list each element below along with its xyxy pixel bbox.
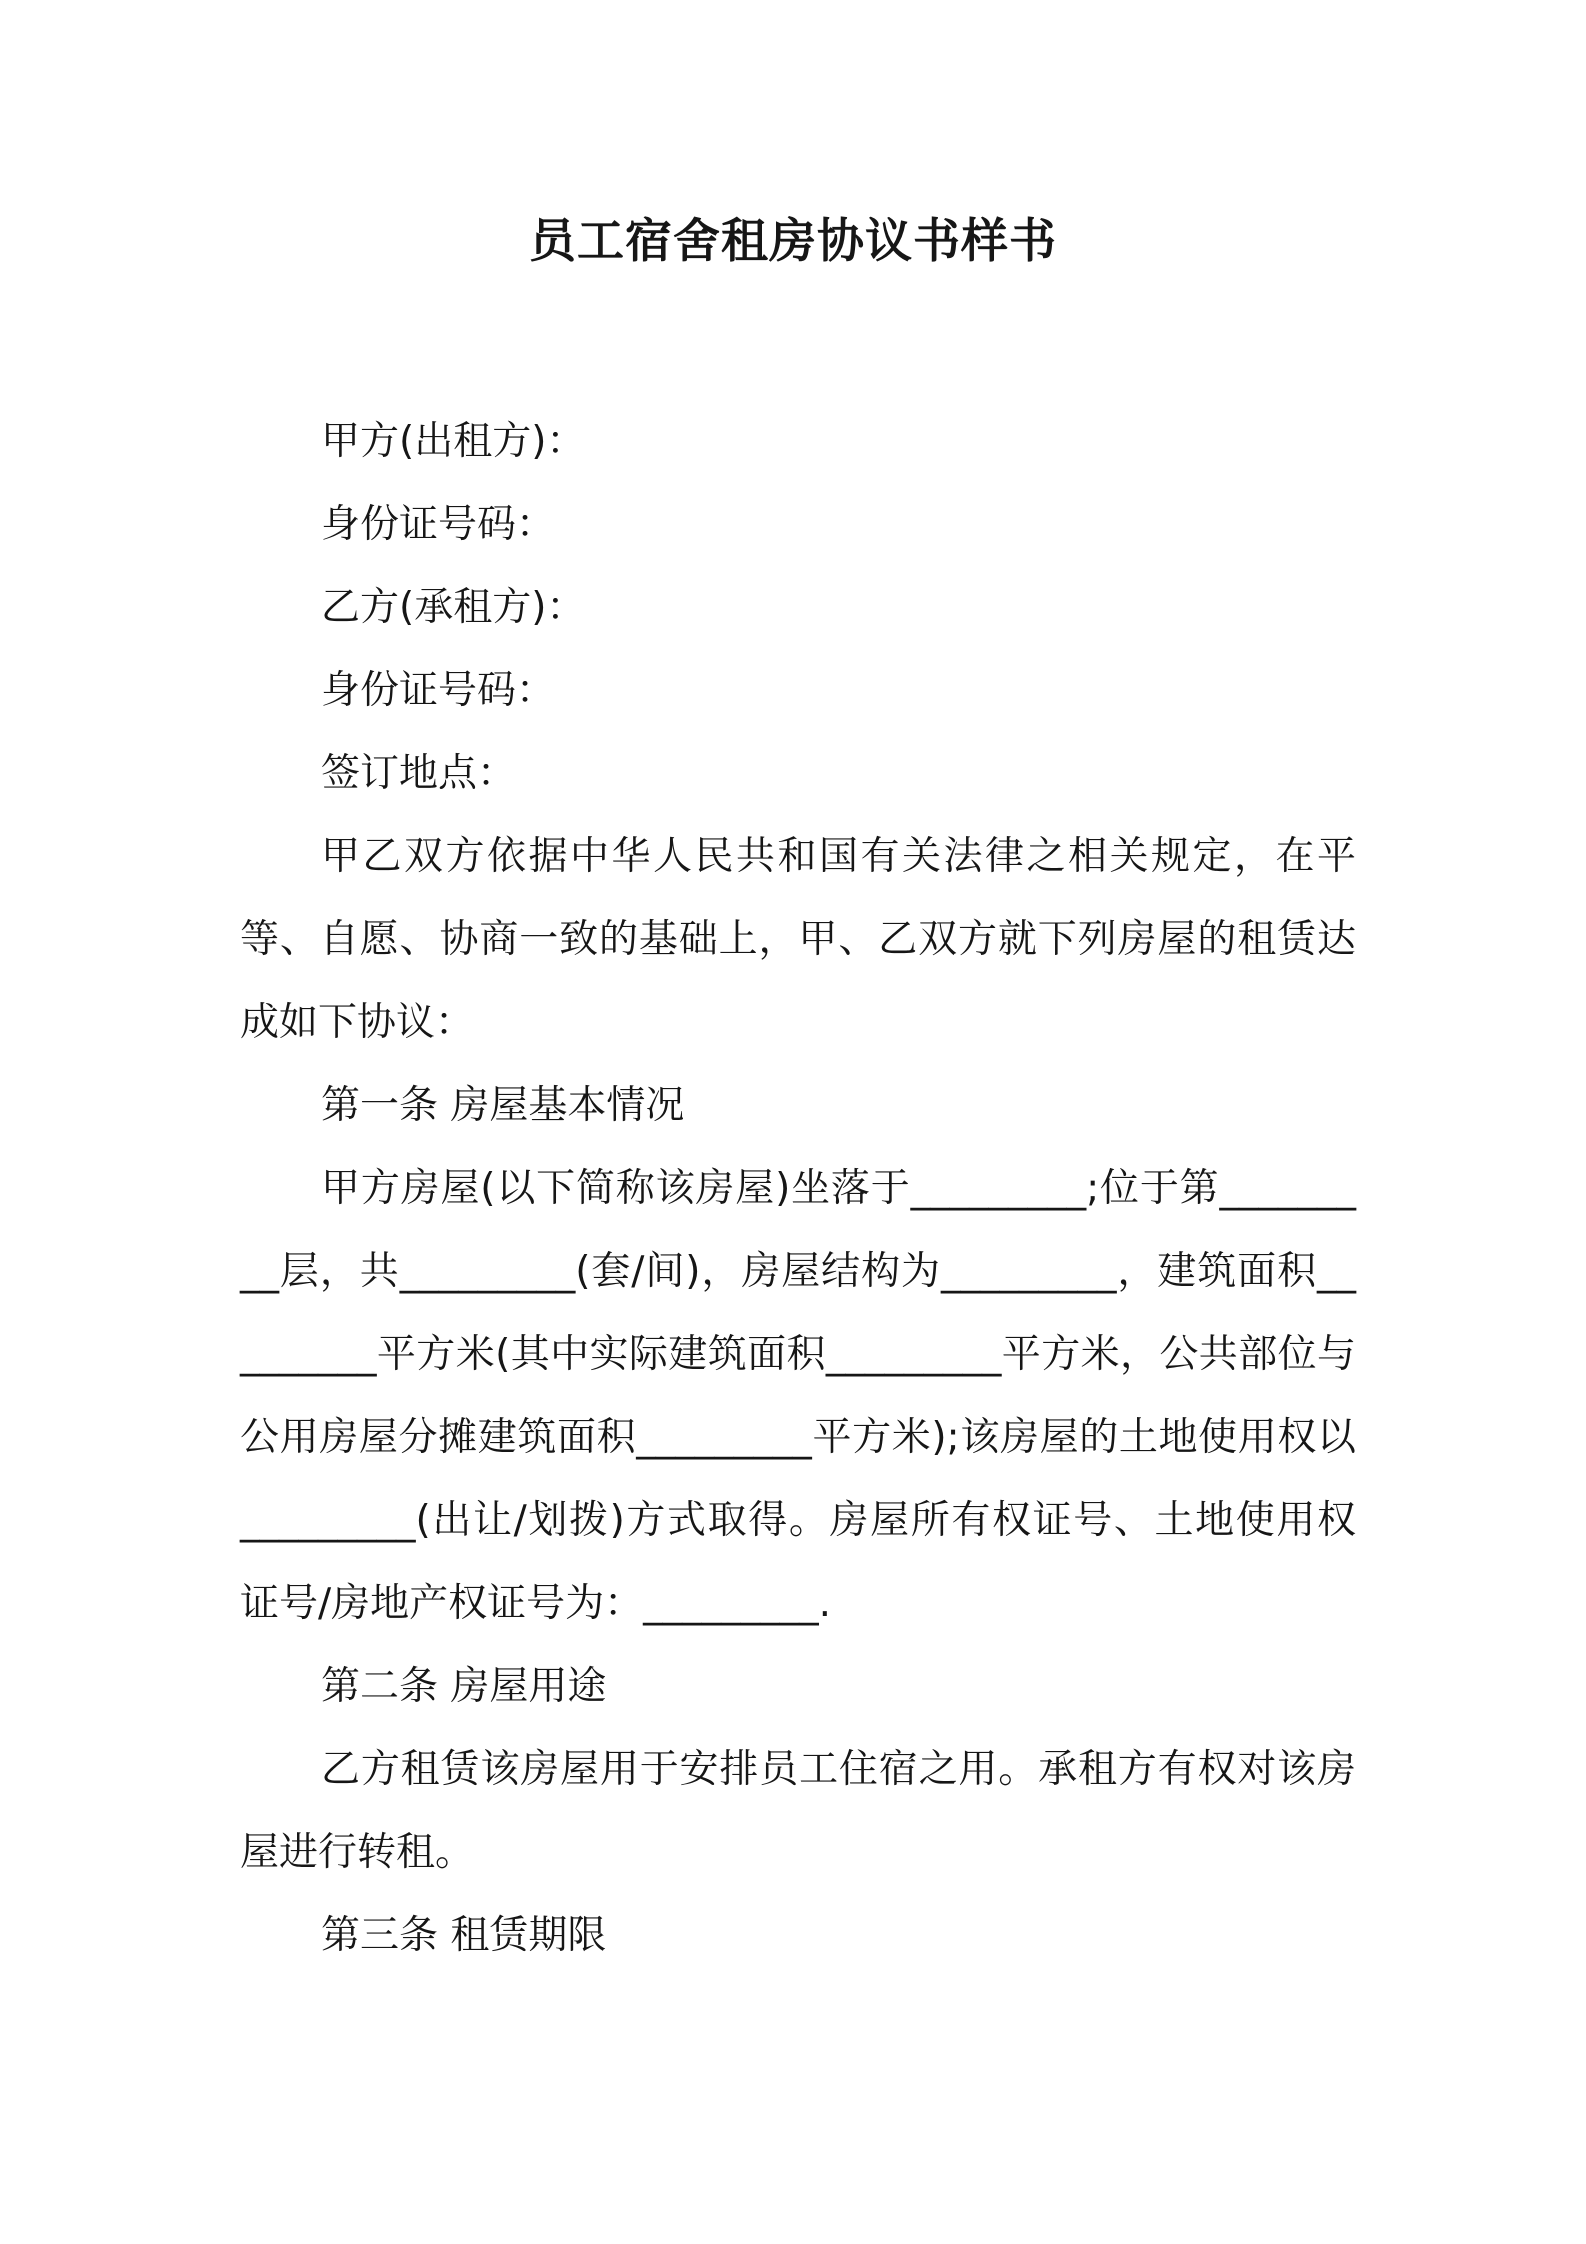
article-2-heading: 第二条 房屋用途: [321, 1664, 607, 1709]
article-2-body: 乙方租赁该房屋用于安排员工住宿之用。承租方有权对该房屋进行转租。: [240, 1747, 1356, 1875]
party-b-id-field: 身份证号码：: [321, 668, 556, 713]
signing-place-field: 签订地点：: [321, 751, 517, 796]
party-b-field: 乙方(承租方)：: [321, 585, 586, 630]
party-a-field: 甲方(出租方)：: [321, 419, 586, 464]
document-body: [240, 400, 1356, 1977]
document-title: 员工宿舍租房协议书样书: [529, 214, 1057, 269]
intro-paragraph: 甲乙双方依据中华人民共和国有关法律之相关规定，在平等、自愿、协商一致的基础上，甲、乙双方就下列房屋的租赁达成如下协议：: [240, 834, 1356, 1045]
article-3-heading: 第三条 租赁期限: [321, 1913, 607, 1958]
article-1-heading: 第一条 房屋基本情况: [321, 1083, 685, 1128]
article-1-body: 甲方房屋(以下简称该房屋)坐落于_________;位于第_________层，共_________(套/间)，房屋结构为_________，建筑面积_________平方米(其中实际建筑面积_________平方米，公共部位与公用房屋分摊建筑面积_________平方米);该房屋的土地使用权以_________(出让/划拨)方式取得。房屋所有权证号、土地使用权证号/房地产权证号为：_________.: [240, 1166, 1356, 1626]
party-a-id-field: 身份证号码：: [321, 502, 556, 547]
